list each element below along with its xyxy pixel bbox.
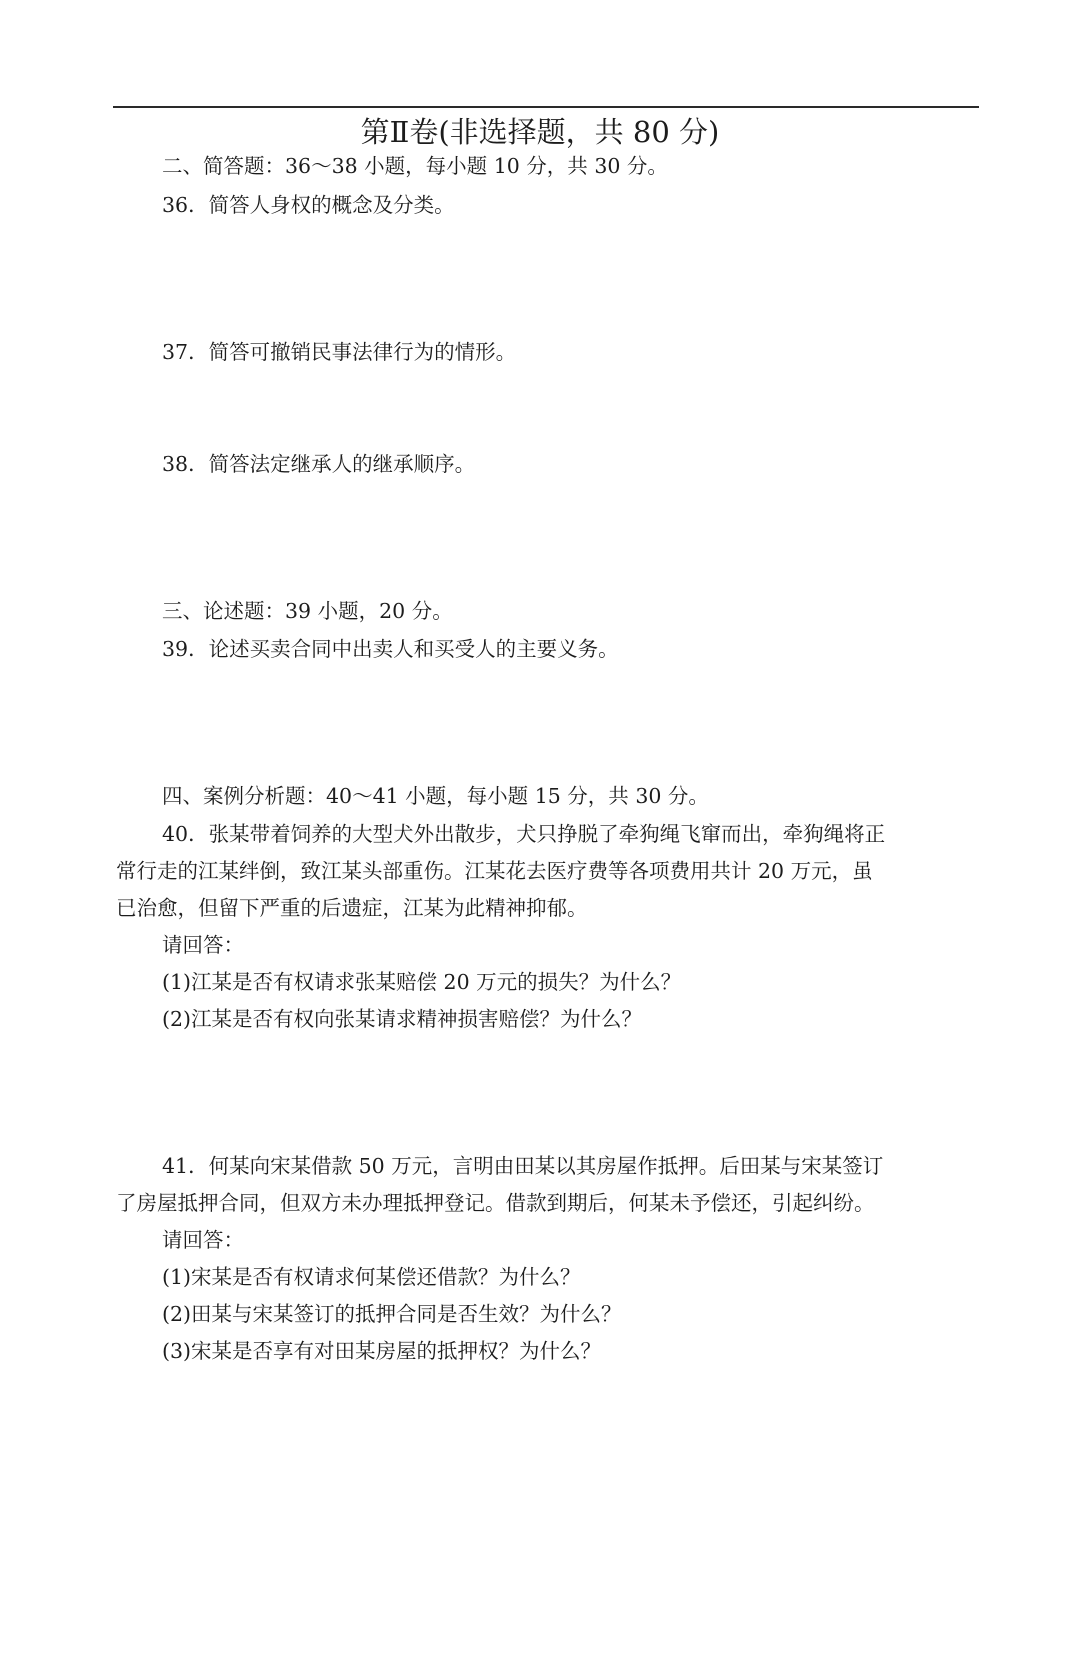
section-heading-essay: 三、论述题：39 小题，20 分。 <box>162 599 453 623</box>
question-40-sub-1: (1)江某是否有权请求张某赔偿 20 万元的损失？为什么？ <box>162 970 682 994</box>
question-41-line-1: 41．何某向宋某借款 50 万元，言明由田某以其房屋作抵押。后田某与宋某签订 <box>162 1154 884 1178</box>
question-40-line-2: 常行走的江某绊倒，致江某头部重伤。江某花去医疗费等各项费用共计 20 万元，虽 <box>116 859 873 883</box>
section-heading-case-analysis: 四、案例分析题：40～41 小题，每小题 15 分，共 30 分。 <box>162 784 709 808</box>
question-39: 39．论述买卖合同中出卖人和买受人的主要义务。 <box>162 637 619 661</box>
question-40-prompt: 请回答： <box>162 933 244 957</box>
question-40-line-1: 40．张某带着饲养的大型犬外出散步，犬只挣脱了牵狗绳飞窜而出，牵狗绳将正 <box>162 822 886 846</box>
question-41-line-2: 了房屋抵押合同，但双方未办理抵押登记。借款到期后，何某未予偿还，引起纠纷。 <box>116 1191 875 1215</box>
question-37: 37．简答可撤销民事法律行为的情形。 <box>162 340 517 364</box>
question-41-sub-3: (3)宋某是否享有对田某房屋的抵押权？为什么？ <box>162 1339 602 1363</box>
question-40-line-3: 已治愈，但留下严重的后遗症，江某为此精神抑郁。 <box>116 896 588 920</box>
question-41-sub-1: (1)宋某是否有权请求何某偿还借款？为什么？ <box>162 1265 581 1289</box>
top-rule-divider <box>113 106 979 108</box>
section-heading-short-answer: 二、简答题：36～38 小题，每小题 10 分，共 30 分。 <box>162 154 668 178</box>
question-40-sub-2: (2)江某是否有权向张某请求精神损害赔偿？为什么？ <box>162 1007 643 1031</box>
question-41-prompt: 请回答： <box>162 1228 244 1252</box>
question-38: 38．简答法定继承人的继承顺序。 <box>162 452 476 476</box>
question-36: 36．简答人身权的概念及分类。 <box>162 193 455 217</box>
paper-title: 第Ⅱ卷(非选择题，共 80 分) <box>360 115 720 149</box>
question-41-sub-2: (2)田某与宋某签订的抵押合同是否生效？为什么？ <box>162 1302 622 1326</box>
